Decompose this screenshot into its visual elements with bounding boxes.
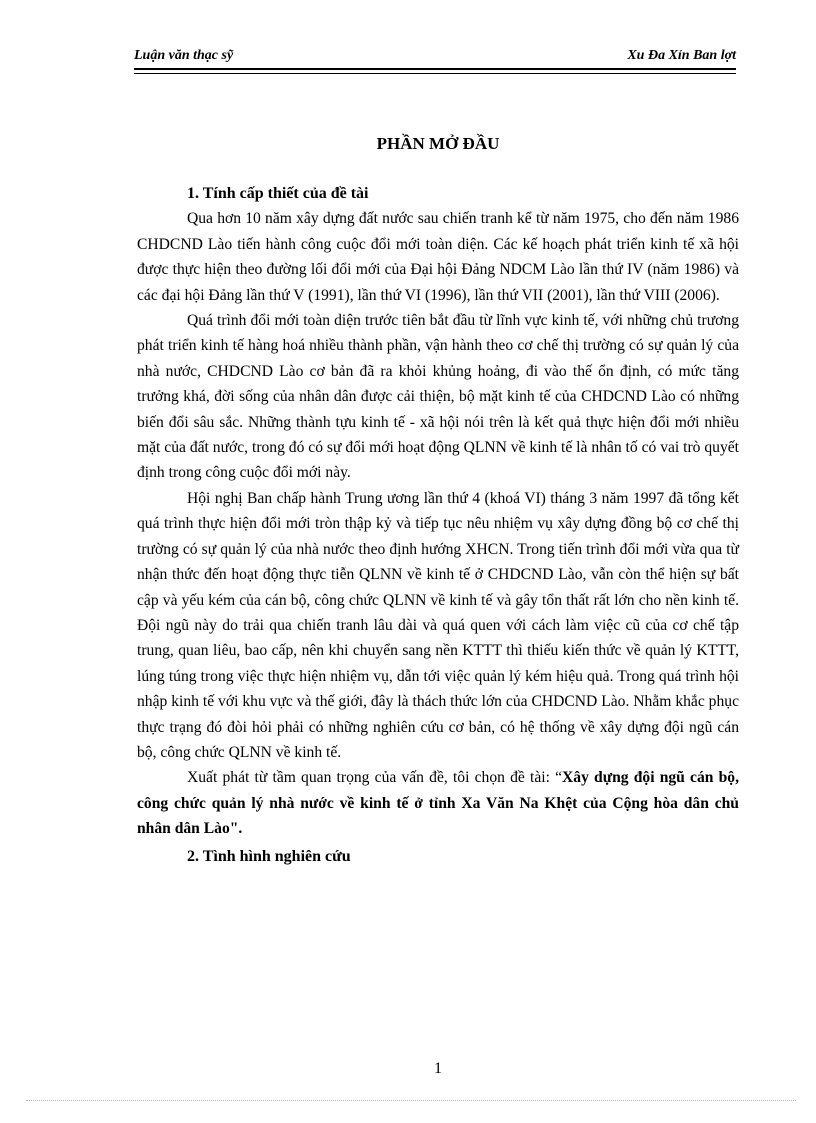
thesis-topic-title: Xây dựng đội ngũ cán bộ, công chức quản lý nhà nước về kinh tế ở tỉnh Xa Văn Na Khệt của Cộng hòa dân chủ nhân dân Lào [137, 769, 739, 838]
paragraph-1: Qua hơn 10 năm xây dựng đất nước sau chiến tranh kể từ năm 1975, cho đến năm 1986 CHDCND Lào tiến hành công cuộc đổi mới toàn diện. Các kế hoạch phát triển kinh tế xã hội được thực hiện theo đường lối đổi mới của Đại hội Đảng NDCM Lào lần thứ IV (năm 1986) và các đại hội Đảng lần thứ V (1991), lần thứ VI (1996), lần thứ VII (2001), lần thứ VIII (2006). [137, 210, 739, 304]
header-rule [134, 73, 736, 74]
footer-rule [26, 1100, 796, 1101]
page-title: PHẦN MỞ ĐẦU [376, 134, 500, 153]
header-left-text: Luận văn thạc sỹ [134, 48, 234, 63]
paragraph-4 [137, 765, 739, 841]
paragraph-2: Quá trình đổi mới toàn diện trước tiên bắt đầu từ lĩnh vực kinh tế, với những chủ trương phát triển kinh tế hàng hoá nhiều thành phần, vận hành theo cơ chế thị trường có sự quản lý của nhà nước, CHDCND Lào cơ bản đã ra khỏi khủng hoảng, đi vào thế ổn định, có mức tăng trưởng khá, đời sống của nhân dân được cải thiện, bộ mặt kinh tế của CHDCND Lào có những biến đổi sâu sắc. Những thành tựu kinh tế - xã hội nói trên là kết quả thực hiện đổi mới nhiều mặt của đất nước, trong đó có sự đổi mới hoạt động QLNN về kinh tế là nhân tố có vai trò quyết định trong công cuộc đổi mới này. [137, 312, 740, 482]
paragraph-4-end: ". [229, 820, 243, 838]
header-right-text: Xu Đa Xỉn Ban lợt [627, 48, 736, 63]
section-1-heading: 1. Tính cấp thiết của đề tài [187, 185, 369, 202]
section-2-heading: 2. Tình hình nghiên cứu [187, 847, 351, 865]
body-content [137, 181, 739, 869]
paragraph-4-start: Xuất phát từ tầm quan trọng của vấn đề, tôi chọn đề tài: “ [187, 769, 563, 787]
page-header [134, 48, 736, 70]
paragraph-3: Hội nghị Ban chấp hành Trung ương lần thứ 4 (khoá VI) tháng 3 năm 1997 đã tổng kết quá trình thực hiện đổi mới tròn thập kỷ và tiếp tục nêu nhiệm vụ xây dựng đồng bộ cơ chế thị trường có sự quản lý của nhà nước theo định hướng XHCN. Trong tiến trình đổi mới vừa qua từ nhận thức đến hoạt động thực tiễn QLNN về kinh tế ở CHDCND Lào, vẫn còn thể hiện sự bất cập và yếu kém của cán bộ, công chức QLNN về kinh tế và gây tổn thất rất lớn cho nền kinh tế. Đội ngũ này do trải qua chiến tranh lâu dài và quá quen với cách làm việc cũ của cơ chế tập trung, quan liêu, bao cấp, nên khi chuyển sang nền KTTT thì thiếu kiến thức về quản lý KTTT, lúng túng trong việc thực hiện nhiệm vụ, dẫn tới việc quản lý kém hiệu quả. Trong quá trình hội nhập kinh tế với khu vực và thế giới, đây là thách thức lớn của CHDCND Lào. Nhằm khắc phục thực trạng đó đòi hỏi phải có những nghiên cứu cơ bản, có hệ thống về xây dựng đội ngũ cán bộ, công chức QLNN về kinh tế. [137, 489, 739, 761]
page-number: 1 [434, 1060, 442, 1077]
